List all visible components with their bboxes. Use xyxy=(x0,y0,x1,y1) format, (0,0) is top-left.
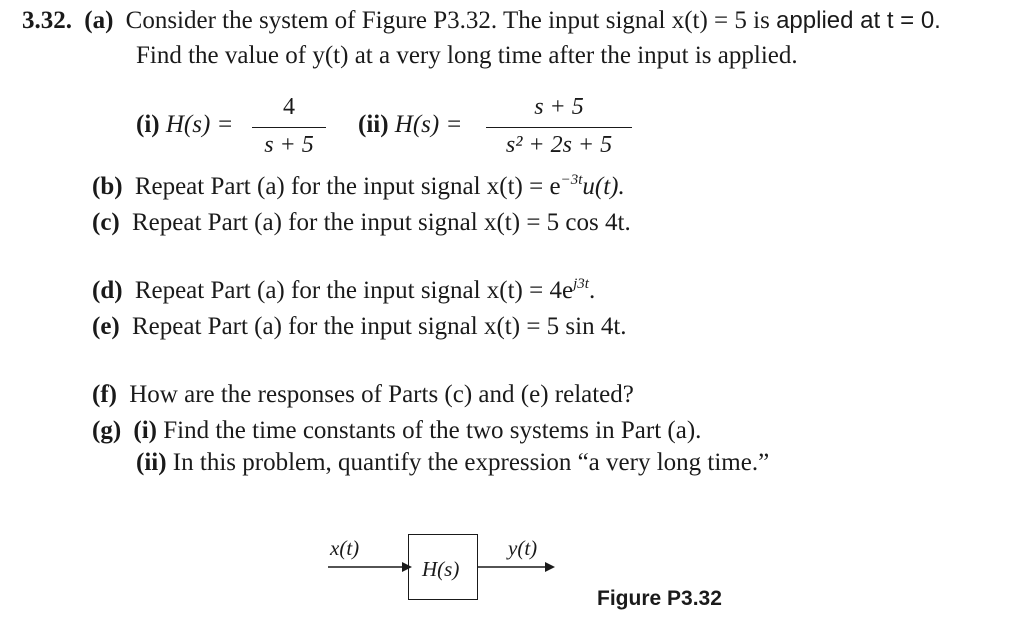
problem-number: 3.32. xyxy=(22,7,72,34)
system-i-lhs xyxy=(136,110,233,140)
part-b-exponent: −3t xyxy=(560,172,583,188)
part-a-line1 xyxy=(22,6,941,36)
part-b-tail: u(t). xyxy=(582,173,625,200)
part-f xyxy=(92,380,634,410)
system-i-label: (i) xyxy=(136,111,160,138)
part-g-ii-text: In this problem, quantify the expression “a very long time.” xyxy=(172,449,770,476)
input-signal-label: x(t) xyxy=(330,536,360,560)
part-a-text: Consider the system of Figure P3.32. The input signal x(t) = 5 is xyxy=(125,7,770,34)
part-d-label: (d) xyxy=(92,277,123,304)
part-c xyxy=(92,208,631,238)
output-signal-label: y(t) xyxy=(508,536,538,560)
fraction-bar xyxy=(486,127,632,128)
part-g-i xyxy=(92,416,701,446)
part-e xyxy=(92,312,627,342)
part-a-line2: Find the value of y(t) at a very long time after the input is applied. xyxy=(136,42,798,69)
part-d-text: Repeat Part (a) for the input signal x(t) = 4e xyxy=(134,277,574,304)
part-g-ii xyxy=(136,448,769,478)
block-label: H(s) xyxy=(422,557,460,581)
system-ii-fraction xyxy=(486,94,632,160)
system-i-fraction xyxy=(252,94,326,160)
part-g-label: (g) xyxy=(92,417,122,444)
part-e-label: (e) xyxy=(92,313,120,340)
system-ii-lhs xyxy=(358,110,462,140)
part-c-label: (c) xyxy=(92,209,120,236)
system-ii-eq: H(s) = xyxy=(394,111,463,138)
part-b xyxy=(92,172,625,202)
fraction-bar xyxy=(252,127,326,128)
system-i-eq: H(s) = xyxy=(165,111,234,138)
part-b-text: Repeat Part (a) for the input signal x(t) = e xyxy=(134,173,561,200)
part-g-i-label: (i) xyxy=(133,417,158,444)
system-i-denominator: s + 5 xyxy=(264,132,314,158)
part-d-exponent: j3t xyxy=(573,276,589,292)
part-g-ii-label: (ii) xyxy=(136,449,167,476)
part-d-tail: . xyxy=(588,277,596,304)
figure-caption: Figure P3.32 xyxy=(597,587,722,610)
input-arrow xyxy=(326,560,416,574)
system-ii-numerator: s + 5 xyxy=(534,94,584,120)
part-a-tail: applied at t = 0. xyxy=(776,7,941,34)
system-i-numerator: 4 xyxy=(283,94,295,120)
part-e-text: Repeat Part (a) for the input signal x(t) = 5 sin 4t. xyxy=(132,313,627,340)
system-ii-denominator: s² + 2s + 5 xyxy=(505,132,613,158)
part-c-text: Repeat Part (a) for the input signal x(t) = 5 cos 4t. xyxy=(132,209,631,236)
system-ii-label: (ii) xyxy=(358,111,389,138)
part-b-label: (b) xyxy=(92,173,123,200)
part-g-i-text: Find the time constants of the two systems in Part (a). xyxy=(163,417,702,444)
part-f-text: How are the responses of Parts (c) and (e) related? xyxy=(129,381,634,408)
part-a-label: (a) xyxy=(84,7,114,34)
output-arrow xyxy=(477,560,559,574)
part-d xyxy=(92,276,595,306)
part-f-label: (f) xyxy=(92,381,117,408)
